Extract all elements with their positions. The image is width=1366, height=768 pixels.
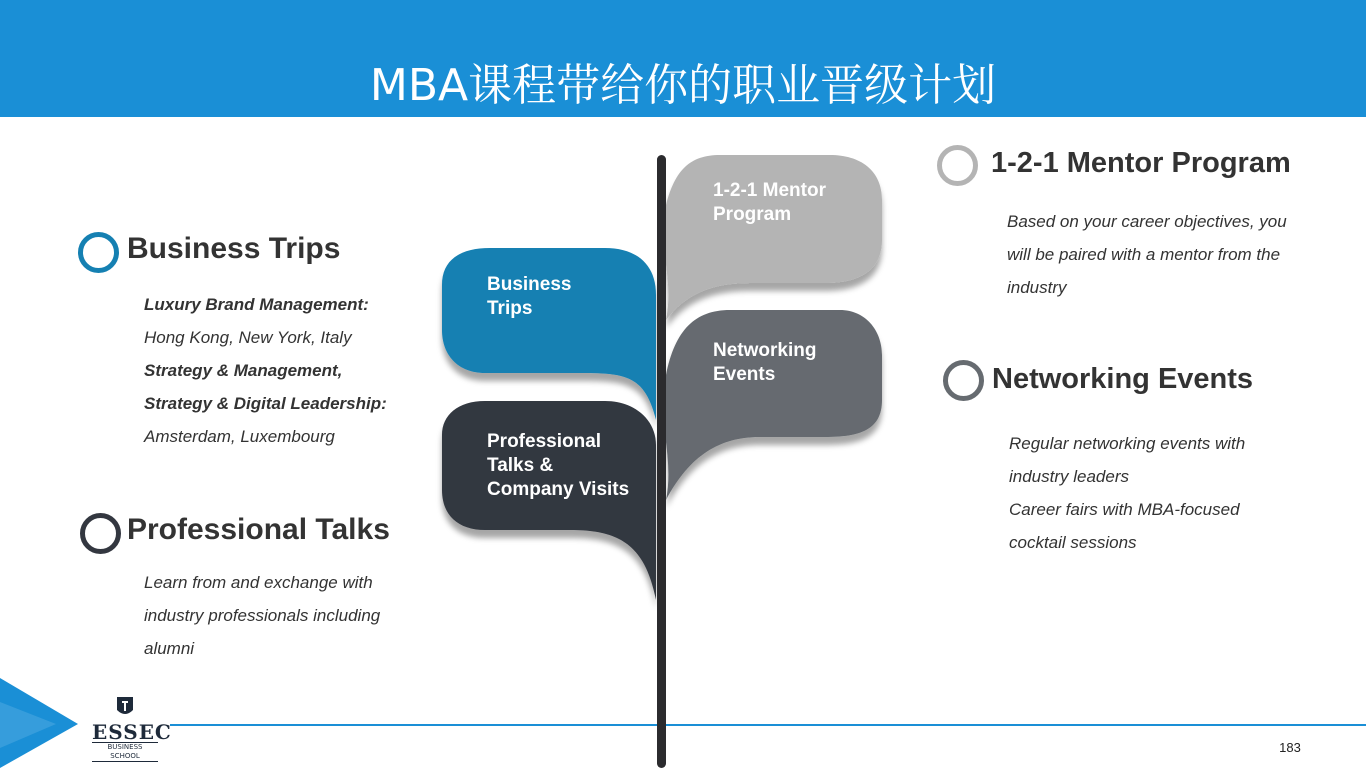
detail-line: industry — [1007, 278, 1067, 297]
detail-line: Strategy & Management, — [144, 361, 343, 380]
detail-line: industry leaders — [1009, 467, 1130, 486]
mentor-program-details — [1007, 205, 1287, 304]
logo-subtitle: BUSINESS SCHOOL — [92, 742, 158, 762]
corner-decoration — [0, 678, 90, 768]
leaf-label-networking: Networking Events — [713, 340, 817, 385]
detail-line: Luxury Brand Management: — [144, 295, 369, 314]
detail-line: Hong Kong, New York, Italy — [144, 328, 352, 347]
logo-wordmark: ESSEC — [92, 720, 172, 744]
detail-line: Regular networking events with — [1009, 434, 1246, 453]
page-number: 183 — [1279, 740, 1301, 755]
leaf-label-business-trips: Business Trips — [487, 274, 572, 319]
business-trips-heading: Business Trips — [127, 232, 341, 265]
circle-icon — [78, 232, 119, 273]
networking-events-heading: Networking Events — [992, 363, 1254, 395]
detail-line: Learn from and exchange with — [144, 573, 373, 592]
business-trips-details — [144, 288, 387, 453]
circle-icon — [937, 145, 978, 186]
detail-line: will be paired with a mentor from the — [1007, 245, 1281, 264]
detail-line: Based on your career objectives, you — [1007, 212, 1287, 231]
leaf-label-mentor: 1-2-1 Mentor Program — [713, 180, 826, 225]
detail-line: industry professionals including — [144, 606, 381, 625]
detail-line: Career fairs with MBA-focused — [1009, 500, 1240, 519]
professional-talks-heading: Professional Talks — [127, 513, 390, 546]
mentor-program-heading: 1-2-1 Mentor Program — [991, 147, 1291, 179]
detail-line: Amsterdam, Luxembourg — [144, 427, 335, 446]
circle-icon — [943, 360, 984, 401]
detail-line: cocktail sessions — [1009, 533, 1137, 552]
detail-line: alumni — [144, 639, 195, 658]
professional-talks-details — [144, 566, 380, 665]
essec-shield-icon — [116, 696, 134, 718]
page-title: MBA课程带给你的职业晋级计划 — [369, 60, 997, 111]
networking-events-details — [1009, 427, 1245, 559]
circle-icon — [80, 513, 121, 554]
leaf-label-professional-talks: Professional Talks & Company Visits — [487, 431, 630, 500]
trunk — [657, 155, 666, 768]
detail-line: Strategy & Digital Leadership: — [144, 394, 387, 413]
